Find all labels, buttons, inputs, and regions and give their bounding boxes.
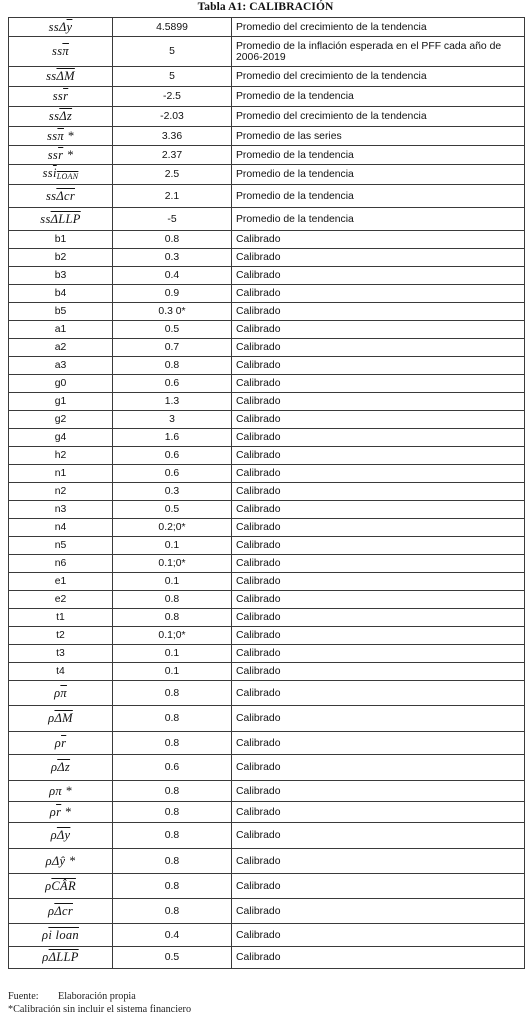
- parameter-description: Calibrado: [232, 645, 525, 663]
- parameter-description: Calibrado: [232, 519, 525, 537]
- parameter-description: Calibrado: [232, 732, 525, 755]
- table-row: [9, 732, 525, 755]
- symbol-overlined: i loan: [48, 927, 79, 942]
- table-row: [9, 447, 525, 465]
- symbol-overlined: $\overline{\Delta M}$: [54, 711, 73, 725]
- parameter-value: 0.6: [113, 375, 232, 393]
- parameter-description: Promedio del crecimiento de la tendencia: [232, 67, 525, 87]
- parameter-description: Promedio de la inflación esperada en el PFF cada año de 2006-2019: [232, 37, 525, 67]
- symbol-prefix: e1: [54, 576, 67, 587]
- parameter-value: 0.5: [113, 501, 232, 519]
- symbol-overlined: $\overline{y}$: [66, 19, 73, 34]
- symbol-prefix: n3: [54, 504, 67, 515]
- parameter-symbol: [9, 165, 113, 185]
- parameter-description: Promedio de la tendencia: [232, 146, 525, 165]
- table-row: [9, 208, 525, 231]
- symbol-prefix: b2: [54, 252, 67, 263]
- table-row: [9, 573, 525, 591]
- symbol-prefix: ss: [52, 89, 64, 103]
- parameter-description: Calibrado: [232, 393, 525, 411]
- table-row: [9, 303, 525, 321]
- table-row: [9, 146, 525, 165]
- parameter-description: Promedio de la tendencia: [232, 185, 525, 208]
- table-row: [9, 267, 525, 285]
- symbol-prefix: n4: [54, 522, 67, 533]
- table-row: [9, 483, 525, 501]
- parameter-value: 2.1: [113, 185, 232, 208]
- symbol-prefix: n1: [54, 468, 67, 479]
- table-row: [9, 87, 525, 107]
- symbol-prefix: ρ: [54, 735, 62, 750]
- parameter-value: 0.8: [113, 681, 232, 706]
- parameter-symbol: [9, 555, 113, 573]
- parameter-value: 2.5: [113, 165, 232, 185]
- symbol-subscript: LOAN: [56, 171, 79, 181]
- parameter-symbol: [9, 874, 113, 899]
- symbol-prefix: a3: [54, 360, 67, 371]
- parameter-value: 4.5899: [113, 18, 232, 37]
- parameter-description: Calibrado: [232, 267, 525, 285]
- parameter-symbol: [9, 591, 113, 609]
- symbol-prefix: t4: [56, 666, 65, 677]
- parameter-value: 0.8: [113, 732, 232, 755]
- symbol-prefix: ss: [40, 211, 51, 226]
- parameter-symbol: [9, 755, 113, 781]
- table-row: [9, 823, 525, 849]
- parameter-value: 0.8: [113, 357, 232, 375]
- parameter-value: 0.6: [113, 465, 232, 483]
- symbol-overlined: $\overline{r}$: [56, 804, 62, 819]
- symbol-overlined: $\overline{r}$: [61, 735, 67, 750]
- symbol-prefix: b3: [54, 270, 67, 281]
- table-row: [9, 609, 525, 627]
- parameter-value: 3: [113, 411, 232, 429]
- parameter-symbol: [9, 627, 113, 645]
- parameter-description: Calibrado: [232, 375, 525, 393]
- table-row: [9, 874, 525, 899]
- symbol-prefix: e2: [54, 594, 67, 605]
- symbol-prefix: ρ: [45, 878, 52, 893]
- parameter-value: 0.8: [113, 802, 232, 823]
- parameter-value: 0.8: [113, 849, 232, 874]
- parameter-value: -5: [113, 208, 232, 231]
- parameter-symbol: [9, 67, 113, 87]
- parameter-description: Calibrado: [232, 947, 525, 969]
- calibration-table-body: [9, 18, 525, 969]
- parameter-description: Calibrado: [232, 924, 525, 947]
- parameter-symbol: [9, 849, 113, 874]
- parameter-value: 0.8: [113, 874, 232, 899]
- parameter-value: 0.5: [113, 321, 232, 339]
- symbol-overlined: $\overline{\Delta cr}$: [54, 903, 73, 918]
- parameter-value: 0.6: [113, 447, 232, 465]
- table-row: [9, 37, 525, 67]
- table-row: [9, 755, 525, 781]
- parameter-value: 3.36: [113, 127, 232, 146]
- parameter-symbol: [9, 732, 113, 755]
- symbol-suffix: *: [61, 804, 72, 819]
- parameter-symbol: [9, 231, 113, 249]
- symbol-overlined: $\overline{\pi}$: [60, 685, 67, 700]
- symbol-prefix: ρ: [42, 950, 49, 964]
- symbol-prefix: ss: [52, 44, 63, 58]
- parameter-symbol: [9, 947, 113, 969]
- table-row: [9, 321, 525, 339]
- parameter-symbol: [9, 18, 113, 37]
- parameter-symbol: [9, 645, 113, 663]
- parameter-symbol: [9, 802, 113, 823]
- table-title: Tabla A1: CALIBRACIÓN: [197, 1, 334, 13]
- parameter-value: 0.3 0*: [113, 303, 232, 321]
- parameter-symbol: [9, 924, 113, 947]
- symbol-overlined: $\overline{\pi}$: [62, 44, 69, 58]
- symbol-prefix: ρ: [42, 927, 49, 942]
- table-row: [9, 339, 525, 357]
- table-row: [9, 849, 525, 874]
- parameter-value: 0.8: [113, 823, 232, 849]
- parameter-symbol: [9, 267, 113, 285]
- symbol-prefix: b1: [54, 234, 67, 245]
- symbol-overlined: $\overline{\Delta M}$: [56, 69, 75, 83]
- parameter-description: Calibrado: [232, 357, 525, 375]
- symbol-prefix: n6: [54, 558, 67, 569]
- parameter-description: Calibrado: [232, 501, 525, 519]
- parameter-value: 0.8: [113, 231, 232, 249]
- symbol-prefix: ss: [46, 69, 57, 83]
- symbol-prefix: g4: [54, 432, 67, 443]
- symbol-suffix: *: [63, 128, 74, 143]
- symbol-prefix: ssΔ: [48, 19, 67, 34]
- parameter-value: -2.5: [113, 87, 232, 107]
- symbol-overlined: $\overline{\pi}$: [57, 128, 64, 143]
- parameter-value: -2.03: [113, 107, 232, 127]
- parameter-value: 5: [113, 37, 232, 67]
- table-row: [9, 591, 525, 609]
- symbol-prefix: ss: [42, 165, 53, 180]
- parameter-symbol: [9, 501, 113, 519]
- parameter-symbol: [9, 899, 113, 924]
- table-row: [9, 375, 525, 393]
- table-row: [9, 924, 525, 947]
- symbol-overlined: $\overline{i}$: [52, 165, 57, 180]
- calibration-table: [8, 17, 525, 969]
- table-row: [9, 185, 525, 208]
- symbol-prefix: t3: [56, 648, 65, 659]
- symbol-prefix: ρ: [50, 828, 57, 842]
- parameter-symbol: [9, 411, 113, 429]
- parameter-description: Calibrado: [232, 874, 525, 899]
- parameter-value: 0.5: [113, 947, 232, 969]
- parameter-symbol: [9, 429, 113, 447]
- parameter-description: Promedio de la tendencia: [232, 165, 525, 185]
- parameter-description: Calibrado: [232, 663, 525, 681]
- table-row: [9, 231, 525, 249]
- table-row: [9, 681, 525, 706]
- parameter-symbol: [9, 537, 113, 555]
- symbol-prefix: ρ: [48, 903, 55, 918]
- parameter-description: Calibrado: [232, 231, 525, 249]
- parameter-description: Calibrado: [232, 537, 525, 555]
- parameter-description: Promedio del crecimiento de la tendencia: [232, 18, 525, 37]
- parameter-description: Calibrado: [232, 411, 525, 429]
- table-row: [9, 781, 525, 802]
- parameter-value: 0.9: [113, 285, 232, 303]
- parameter-value: 0.8: [113, 609, 232, 627]
- parameter-value: 0.8: [113, 591, 232, 609]
- parameter-value: 2.37: [113, 146, 232, 165]
- parameter-symbol: [9, 823, 113, 849]
- symbol-prefix: ρπ *: [49, 783, 72, 798]
- parameter-value: 0.1: [113, 645, 232, 663]
- parameter-description: Calibrado: [232, 781, 525, 802]
- symbol-prefix: b4: [54, 288, 67, 299]
- parameter-description: Calibrado: [232, 429, 525, 447]
- table-row: [9, 357, 525, 375]
- source-label: Fuente:: [8, 991, 39, 1002]
- symbol-prefix: ss: [47, 147, 59, 162]
- parameter-value: 1.6: [113, 429, 232, 447]
- symbol-overlined: $\overline{\Delta z}$: [59, 109, 73, 123]
- table-row: [9, 285, 525, 303]
- symbol-overlined: $\overline{\Delta y}$: [56, 828, 71, 842]
- parameter-value: 1.3: [113, 393, 232, 411]
- parameter-value: 0.1: [113, 663, 232, 681]
- table-row: [9, 127, 525, 146]
- table-row: [9, 429, 525, 447]
- parameter-description: Calibrado: [232, 465, 525, 483]
- parameter-symbol: [9, 321, 113, 339]
- parameter-value: 0.1: [113, 573, 232, 591]
- table-row: [9, 663, 525, 681]
- table-row: [9, 947, 525, 969]
- source-text: Elaboración propia: [58, 991, 136, 1002]
- parameter-value: 0.8: [113, 781, 232, 802]
- table-row: [9, 802, 525, 823]
- table-row: [9, 537, 525, 555]
- parameter-description: Calibrado: [232, 321, 525, 339]
- symbol-prefix: ss: [48, 109, 60, 123]
- symbol-prefix: h2: [54, 450, 67, 461]
- parameter-value: 0.1: [113, 537, 232, 555]
- symbol-prefix: ρ: [50, 760, 58, 774]
- parameter-value: 0.8: [113, 706, 232, 732]
- table-row: [9, 645, 525, 663]
- symbol-suffix: *: [63, 147, 74, 162]
- parameter-value: 0.3: [113, 483, 232, 501]
- symbol-prefix: b5: [54, 306, 67, 317]
- parameter-description: Calibrado: [232, 899, 525, 924]
- parameter-description: Calibrado: [232, 627, 525, 645]
- parameter-description: Calibrado: [232, 285, 525, 303]
- parameter-value: 0.4: [113, 267, 232, 285]
- source-line: [8, 991, 136, 1002]
- parameter-symbol: [9, 465, 113, 483]
- table-row: [9, 107, 525, 127]
- parameter-description: Calibrado: [232, 483, 525, 501]
- parameter-symbol: [9, 87, 113, 107]
- table-row: [9, 501, 525, 519]
- parameter-symbol: [9, 573, 113, 591]
- parameter-description: Promedio de la tendencia: [232, 208, 525, 231]
- parameter-symbol: [9, 37, 113, 67]
- symbol-prefix: ρ: [48, 711, 55, 725]
- parameter-description: Calibrado: [232, 447, 525, 465]
- parameter-symbol: [9, 447, 113, 465]
- symbol-overlined: ΔLLP: [50, 211, 81, 226]
- parameter-description: Calibrado: [232, 849, 525, 874]
- parameter-value: 0.8: [113, 899, 232, 924]
- table-row: [9, 165, 525, 185]
- table-row: [9, 555, 525, 573]
- symbol-prefix: ρ: [54, 685, 61, 700]
- symbol-prefix: g2: [54, 414, 67, 425]
- parameter-symbol: [9, 663, 113, 681]
- parameter-description: Calibrado: [232, 339, 525, 357]
- parameter-symbol: [9, 375, 113, 393]
- parameter-symbol: [9, 285, 113, 303]
- parameter-value: 0.3: [113, 249, 232, 267]
- parameter-description: Calibrado: [232, 249, 525, 267]
- parameter-symbol: [9, 706, 113, 732]
- parameter-description: Calibrado: [232, 706, 525, 732]
- parameter-symbol: [9, 339, 113, 357]
- table-row: [9, 465, 525, 483]
- parameter-symbol: [9, 208, 113, 231]
- table-row: [9, 67, 525, 87]
- symbol-prefix: t2: [56, 630, 65, 641]
- parameter-symbol: [9, 185, 113, 208]
- symbol-prefix: ss: [46, 188, 57, 203]
- table-row: [9, 899, 525, 924]
- parameter-description: Calibrado: [232, 609, 525, 627]
- parameter-description: Calibrado: [232, 755, 525, 781]
- parameter-symbol: [9, 146, 113, 165]
- parameter-symbol: [9, 483, 113, 501]
- parameter-symbol: [9, 781, 113, 802]
- symbol-overlined: $\overline{r}$: [63, 89, 69, 103]
- parameter-description: Promedio del crecimiento de la tendencia: [232, 107, 525, 127]
- parameter-symbol: [9, 107, 113, 127]
- table-row: [9, 706, 525, 732]
- parameter-description: Calibrado: [232, 823, 525, 849]
- parameter-value: 0.2;0*: [113, 519, 232, 537]
- parameter-description: Promedio de la tendencia: [232, 87, 525, 107]
- symbol-overlined: $\overline{\Delta z}$: [57, 760, 71, 774]
- parameter-value: 0.4: [113, 924, 232, 947]
- parameter-symbol: [9, 393, 113, 411]
- symbol-overlined: $\overline{\Delta cr}$: [56, 188, 75, 203]
- symbol-overlined: $\overline{CÂR}$: [51, 878, 76, 893]
- table-row: [9, 627, 525, 645]
- parameter-symbol: [9, 357, 113, 375]
- parameter-description: Calibrado: [232, 573, 525, 591]
- symbol-prefix: n5: [54, 540, 67, 551]
- symbol-prefix: g0: [54, 378, 67, 389]
- parameter-value: 0.6: [113, 755, 232, 781]
- parameter-description: Calibrado: [232, 555, 525, 573]
- parameter-symbol: [9, 127, 113, 146]
- symbol-prefix: t1: [56, 612, 65, 623]
- symbol-prefix: a2: [54, 342, 67, 353]
- symbol-prefix: ρ: [49, 804, 57, 819]
- parameter-description: Calibrado: [232, 303, 525, 321]
- parameter-symbol: [9, 681, 113, 706]
- table-row: [9, 411, 525, 429]
- table-row: [9, 249, 525, 267]
- calibration-note: *Calibración sin incluir el sistema financiero: [8, 1004, 192, 1015]
- parameter-symbol: [9, 609, 113, 627]
- table-row: [9, 393, 525, 411]
- symbol-prefix: a1: [54, 324, 67, 335]
- parameter-value: 0.7: [113, 339, 232, 357]
- parameter-description: Calibrado: [232, 681, 525, 706]
- symbol-overlined: $\overline{r}$: [58, 147, 64, 162]
- symbol-overlined: ΔLLP: [48, 950, 79, 964]
- table-row: [9, 519, 525, 537]
- symbol-prefix: ss: [47, 128, 58, 143]
- parameter-value: 5: [113, 67, 232, 87]
- parameter-description: Promedio de las series: [232, 127, 525, 146]
- symbol-prefix: n2: [54, 486, 67, 497]
- symbol-prefix: g1: [54, 396, 67, 407]
- parameter-value: 0.1;0*: [113, 555, 232, 573]
- parameter-description: Calibrado: [232, 802, 525, 823]
- parameter-symbol: [9, 249, 113, 267]
- parameter-symbol: [9, 519, 113, 537]
- parameter-value: 0.1;0*: [113, 627, 232, 645]
- parameter-symbol: [9, 303, 113, 321]
- parameter-description: Calibrado: [232, 591, 525, 609]
- table-row: [9, 18, 525, 37]
- symbol-prefix: ρΔŷ *: [45, 853, 76, 868]
